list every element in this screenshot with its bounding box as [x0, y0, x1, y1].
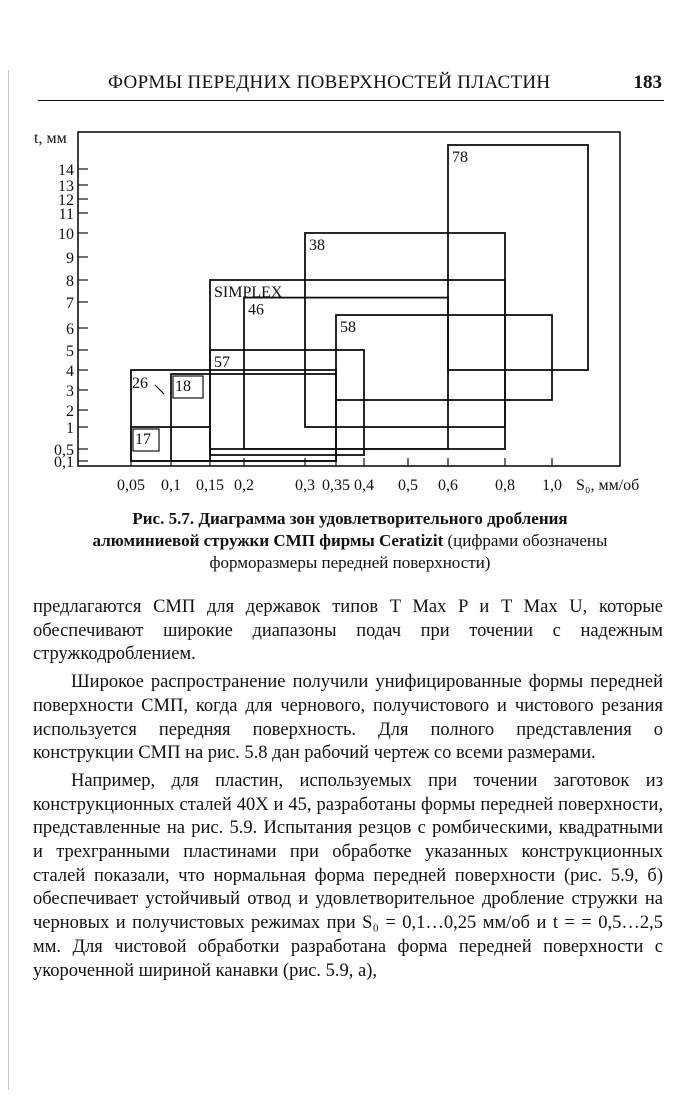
y-tick-label: 7	[66, 295, 74, 312]
page-number: 183	[633, 72, 662, 93]
y-tick-label: 8	[66, 273, 74, 290]
running-head	[38, 60, 664, 101]
zone-label-18: 18	[175, 378, 191, 395]
x-tick-label: 0,35	[322, 477, 350, 494]
x-tick-label: 0,15	[196, 477, 224, 494]
y-tick-label: 4	[66, 363, 74, 380]
x-tick-label: 0,6	[438, 477, 458, 494]
zones	[131, 145, 588, 461]
zone-57	[210, 350, 364, 455]
zone-18	[171, 374, 336, 461]
zone-label-46: 46	[248, 301, 264, 319]
body-text	[33, 596, 663, 987]
x-tick-label: 0,5	[398, 477, 418, 494]
x-ticks	[117, 458, 562, 494]
figure-caption	[90, 508, 610, 574]
y-axis-label: t, мм	[34, 130, 67, 147]
zone-label-simplex: SIMPLEX	[214, 284, 283, 301]
zone-label-17: 17	[135, 431, 151, 448]
zone-label-78: 78	[452, 149, 468, 166]
y-tick-label: 13	[58, 178, 74, 195]
y-tick-label: 5	[66, 343, 74, 360]
zone-leader-26	[155, 385, 164, 394]
y-tick-label: 11	[58, 206, 74, 223]
x-tick-label: 0,05	[117, 477, 145, 494]
x-tick-label: 1,0	[542, 477, 562, 494]
y-tick-label: 0,1	[54, 454, 74, 471]
y-tick-label: 1	[66, 420, 74, 437]
zone-diagram	[0, 110, 693, 505]
zone-58	[336, 315, 552, 400]
zone-label-26: 26	[132, 375, 148, 392]
y-tick-label: 12	[58, 192, 74, 209]
x-axis-label: S₀, мм/об	[576, 477, 640, 494]
running-head-title: ФОРМЫ ПЕРЕДНИХ ПОВЕРХНОСТЕЙ ПЛАСТИН	[108, 72, 551, 93]
paragraph-3: Например, для пластин, используемых при точении заготовок из конструкционных сталей 40Х и 45, разработаны формы передней поверхности, представленные на рис. 5.9. Испытания резцов с ромбическими, квадратными и трехгранными пластинами при обработке указанных конструкционных сталей показали, что нормальная форма передней поверхности (рис. 5.9, б) обеспечивает устойчивый отвод и удовлетворительное дробление стружки на черновых и получистовых режимах при S₀ = 0,1…0,25 мм/об и t = = 0,5…2,5 мм. Для чистовой обработки разработана форма передней поверхности с укороченной шириной канавки (рис. 5.9, а),	[33, 770, 663, 981]
zone-label-38: 38	[309, 237, 325, 254]
zone-38	[305, 233, 505, 427]
plot-frame	[78, 132, 620, 466]
x-tick-label: 0,2	[234, 477, 254, 494]
x-tick-label: 0,8	[495, 477, 515, 494]
y-ticks	[54, 162, 88, 471]
paragraph-2: Широкое распространение получили унифицированные формы передней поверхности СМП, когда для чернового, получистового и чистового резания используется передняя поверхность. Для полного представления о конструкции СМП на рис. 5.8 дан рабочий чертеж со всеми размерами.	[33, 672, 663, 764]
x-tick-label: 0,1	[161, 477, 181, 494]
x-tick-label: 0,3	[295, 477, 315, 494]
caption-lead: Рис. 5.7. Диаграмма зон удовлетворительного дробления алюминиевой стружки СМП фирмы Ceratizit	[92, 509, 568, 550]
zone-label-57: 57	[214, 354, 230, 371]
zone-78	[448, 145, 588, 370]
y-tick-label: 0,5	[54, 442, 74, 459]
zone-label-58: 58	[340, 319, 356, 336]
x-tick-label: 0,4	[354, 477, 374, 494]
y-tick-label: 6	[66, 321, 74, 338]
y-tick-label: 9	[66, 250, 74, 267]
y-tick-label: 14	[58, 162, 74, 179]
y-tick-label: 2	[66, 403, 74, 420]
y-tick-label: 10	[58, 226, 74, 243]
axes-frame	[78, 132, 620, 466]
paragraph-1: предлагаются СМП для державок типов T Max P и T Max U, которые обеспечивают широкие диапазоны подач при точении с надежным стружкодроблением.	[33, 597, 663, 665]
y-tick-label: 3	[66, 383, 74, 400]
caption-rest: (цифрами обозначены форморазмеры передней поверхности)	[209, 531, 608, 572]
